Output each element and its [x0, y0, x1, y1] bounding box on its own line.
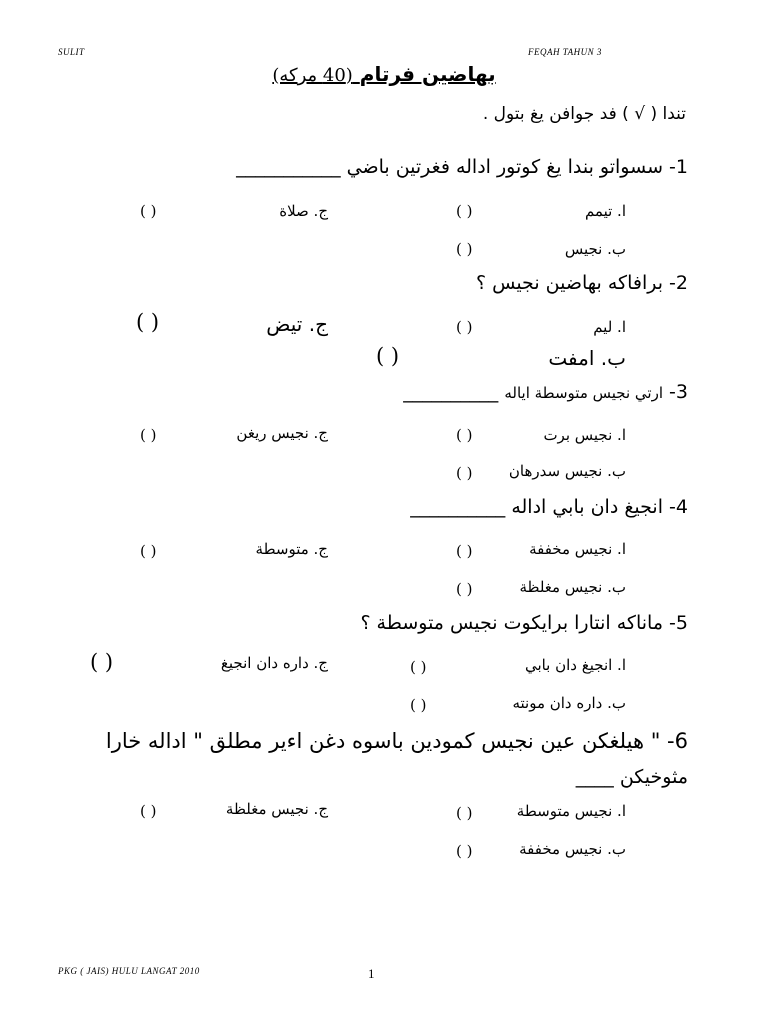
question-4 [410, 496, 688, 518]
answer-box[interactable]: ( ) [456, 464, 473, 482]
question-number: 4- [669, 496, 688, 518]
option-c: ج. داره دان انجيغ [220, 654, 328, 672]
answer-box[interactable]: ( ) [456, 318, 473, 336]
question-1 [236, 156, 688, 178]
option-a: ا. نجيس متوسطة [516, 802, 626, 820]
answer-box[interactable]: ( ) [140, 542, 157, 560]
footer-left: PKG ( JAIS) HULU LANGAT 2010 [58, 966, 200, 976]
option-a: ا. تيمم [584, 202, 626, 220]
answer-box[interactable]: ( ) [410, 658, 427, 676]
question-6-continuation: مثوخيكن ____ [575, 766, 688, 788]
question-3 [403, 381, 688, 403]
question-text: برافاكه بهاضين نجيس ؟ [475, 272, 663, 294]
option-b: ب. نجيس سدرهان [508, 462, 626, 480]
answer-box[interactable]: ( ) [90, 650, 114, 674]
answer-box[interactable]: ( ) [456, 580, 473, 598]
header-left: SULIT [58, 47, 85, 57]
option-b: ب. نجيس مخففة [519, 840, 626, 858]
answer-box[interactable]: ( ) [456, 426, 473, 444]
title-marks: (40 مركه) [272, 65, 353, 86]
answer-box[interactable]: ( ) [410, 696, 427, 714]
option-a: ا. ليم [593, 318, 626, 336]
question-number: 2- [669, 272, 688, 294]
answer-box[interactable]: ( ) [456, 804, 473, 822]
answer-blank: ___________ [236, 156, 341, 178]
question-2 [476, 272, 688, 294]
answer-blank: __________ [403, 381, 499, 403]
question-text: انجيغ دان بابي اداله [511, 496, 663, 518]
answer-box[interactable]: ( ) [140, 802, 157, 820]
question-text: ارتي نجيس متوسطة اياله [504, 384, 663, 402]
answer-box[interactable]: ( ) [376, 344, 400, 368]
option-b: ب. امفت [548, 346, 626, 370]
question-text: سسواتو بندا يغ كوتور اداله فغرتين باضي [346, 156, 663, 178]
answer-blank: __________ [410, 496, 506, 518]
question-number: 3- [669, 381, 688, 403]
answer-box[interactable]: ( ) [456, 202, 473, 220]
answer-box[interactable]: ( ) [140, 202, 157, 220]
answer-box[interactable]: ( ) [136, 310, 160, 334]
answer-box[interactable]: ( ) [456, 842, 473, 860]
option-a: ا. نجيس مخففة [529, 540, 626, 558]
page-number: 1 [368, 966, 375, 981]
question-number: 6- [667, 729, 688, 753]
title-text: بهاضين فرتام [359, 62, 496, 86]
option-a: ا. نجيس برت [543, 426, 626, 444]
question-number: 5- [669, 612, 688, 634]
question-number: 1- [669, 156, 688, 178]
answer-box[interactable]: ( ) [456, 542, 473, 560]
answer-box[interactable]: ( ) [456, 240, 473, 258]
header-right: FEQAH TAHUN 3 [528, 47, 602, 57]
option-a: ا. انجيغ دان بابي [524, 656, 626, 674]
question-text: ماناكه انتارا برايكوت نجيس متوسطة ؟ [360, 612, 663, 634]
instruction: تندا ( √ ) فد جوافن يغ بتول . [482, 104, 686, 124]
option-b: ب. نجيس مغلظة [519, 578, 626, 596]
option-c: ج. نجيس مغلظة [225, 800, 328, 818]
option-c: ج. نجيس ريغن [236, 424, 328, 442]
question-5 [360, 612, 688, 634]
option-c: ج. تيض [266, 312, 328, 336]
answer-box[interactable]: ( ) [140, 426, 157, 444]
option-c: ج. صلاة [279, 202, 328, 220]
question-text: " هيلغكن عين نجيس كمودين باسوه دغن اءير مطلق " اداله خارا [105, 729, 661, 753]
option-b: ب. داره دان مونته [512, 694, 626, 712]
page-title [0, 62, 768, 86]
question-6 [106, 729, 688, 753]
option-b: ب. نجيس [564, 240, 626, 258]
option-c: ج. متوسطة [255, 540, 328, 558]
